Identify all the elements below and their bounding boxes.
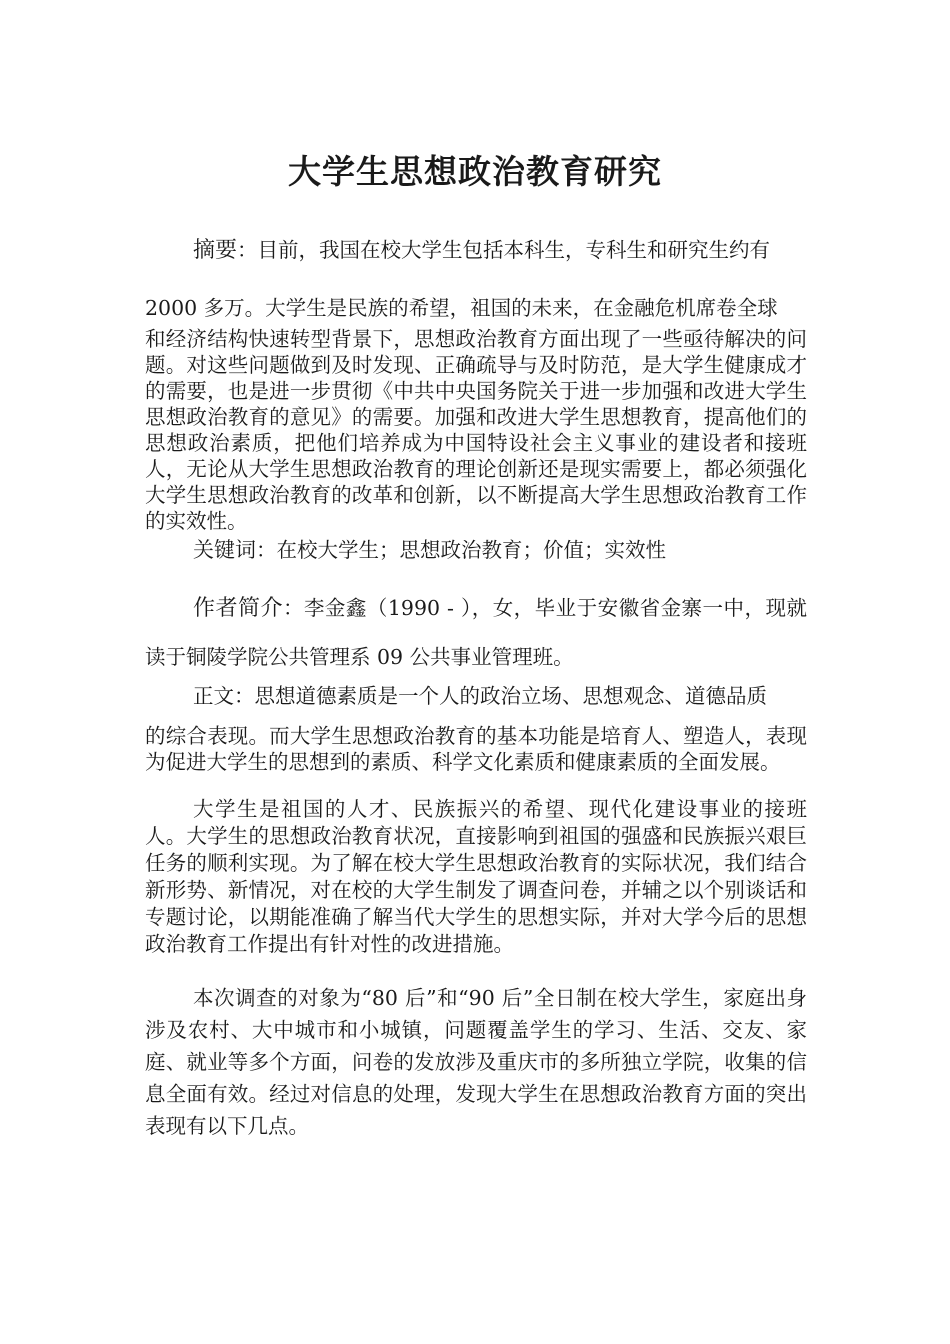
abstract-body: 和经济结构快速转型背景下，思想政治教育方面出现了一些亟待解决的问题。对这些问题做到及时发现、正确疏导与及时防范，是大学生健康成才的需要，也是进一步贯彻《中共中央国务院关于进一步加强和改进大学生思想政治教育的意见》的需要。加强和改进大学生思想教育，提高他们的思想政治素质，把他们培养成为中国特设社会主义事业的建设者和接班人，无论从大学生思想政治教育的理论创新还是现实需要上，都必须强化大学生思想政治教育的改革和创新，以不断提高大学生思想政治教育工作的实效性。	[145, 327, 807, 533]
keywords-text: ：在校大学生；思想政治教育；价值；实效性	[256, 538, 666, 562]
body-first-line	[145, 683, 807, 723]
author-label: 作者简介	[193, 596, 283, 621]
abstract-label: 摘要	[193, 238, 238, 263]
abstract-line-1: ：目前，我国在校大学生包括本科生，专科生和研究生约有	[237, 238, 771, 262]
author-paragraph	[145, 584, 807, 681]
keywords-label: 关键词	[193, 538, 256, 562]
abstract-paragraph-lead	[145, 238, 807, 263]
body-paragraph-1-rest: 的综合表现。而大学生思想政治教育的基本功能是培育人、塑造人，表现为促进大学生的思想到的素质、科学文化素质和健康素质的全面发展。	[145, 724, 807, 774]
body-paragraph-3: 本次调查的对象为“80 后”和“90 后”全日制在校大学生，家庭出身涉及农村、大中城市和小城镇，问题覆盖学生的学习、生活、交友、家庭、就业等多个方面，问卷的发放涉及重庆市的多所独立学院，收集的信息全面有效。经过对信息的处理，发现大学生在思想政治教育方面的突出表现有以下几点。	[145, 986, 807, 1138]
body-paragraph-1	[145, 683, 807, 775]
abstract-line-2: 2000 多万。大学生是民族的希望，祖国的未来，在金融危机席卷全球	[145, 296, 778, 320]
author-text: ：李金鑫（1990 - ），女，毕业于安徽省金寨一中，现就读于铜陵学院公共管理系 09 公共事业管理班。	[145, 596, 807, 669]
body-first-line-text: ：思想道德素质是一个人的政治立场、思想观念、道德品质	[234, 684, 767, 708]
body-paragraph-2: 大学生是祖国的人才、民族振兴的希望、现代化建设事业的接班人。大学生的思想政治教育状况，直接影响到祖国的强盛和民族振兴艰巨任务的顺利实现。为了解在校大学生思想政治教育的实际状况，我们结合新形势、新情况，对在校的大学生制发了调查问卷，并辅之以个别谈话和专题讨论，以期能准确了解当代大学生的思想实际，并对大学今后的思想政治教育工作提出有针对性的改进措施。	[145, 797, 807, 956]
abstract-line-2-block	[145, 284, 807, 332]
keywords-paragraph	[145, 536, 807, 564]
page-title: 大学生思想政治教育研究	[288, 152, 662, 192]
body-label: 正文	[193, 684, 234, 708]
